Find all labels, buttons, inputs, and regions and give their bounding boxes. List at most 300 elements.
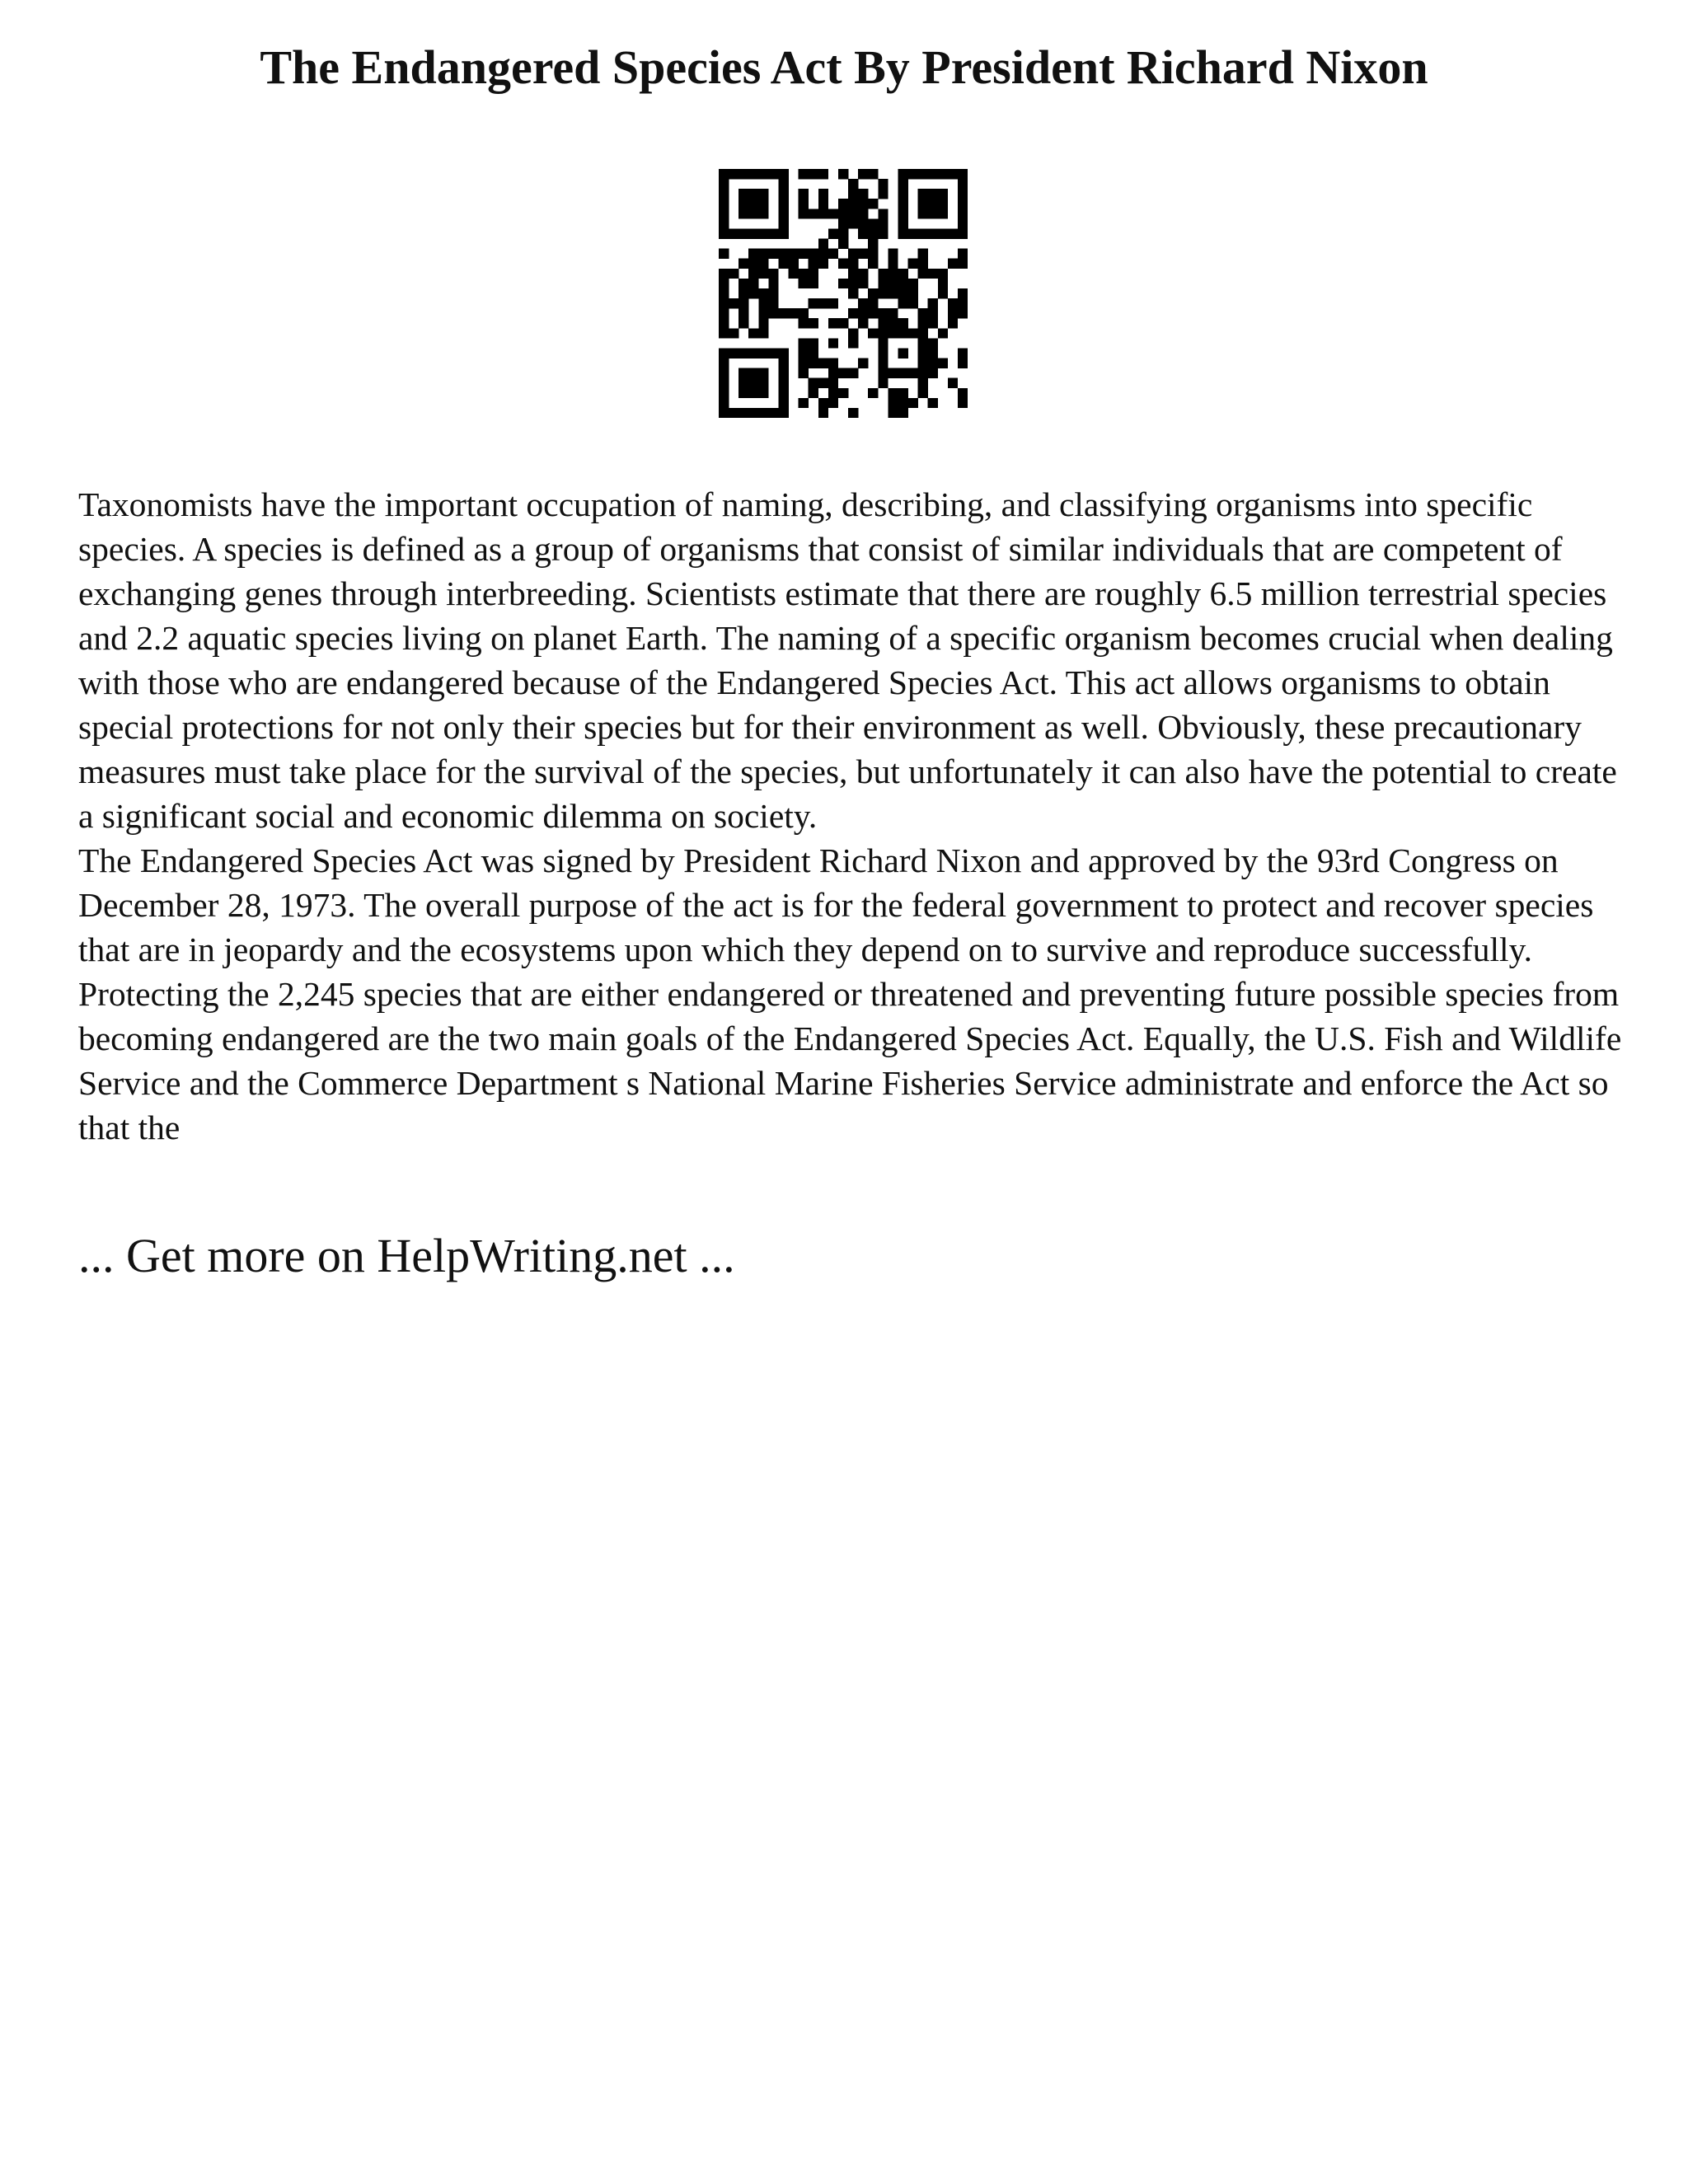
qr-module xyxy=(778,199,788,209)
qr-module xyxy=(719,408,729,418)
qr-module xyxy=(888,259,898,269)
qr-module xyxy=(828,398,838,408)
qr-module xyxy=(828,298,838,308)
qr-module xyxy=(898,298,907,308)
qr-module xyxy=(948,228,958,238)
qr-module xyxy=(789,269,799,279)
qr-module xyxy=(848,218,858,228)
qr-module xyxy=(928,269,938,279)
qr-module xyxy=(918,388,928,398)
qr-module xyxy=(928,308,938,318)
qr-module xyxy=(848,408,858,418)
qr-module xyxy=(738,318,748,328)
article-body xyxy=(78,482,1628,1150)
qr-module xyxy=(758,269,768,279)
qr-module xyxy=(888,269,898,279)
qr-module xyxy=(738,169,748,179)
qr-module xyxy=(738,408,748,418)
qr-module xyxy=(758,328,768,338)
qr-module xyxy=(789,249,799,259)
qr-module xyxy=(918,169,928,179)
qr-module xyxy=(789,308,799,318)
page-title: The Endangered Species Act By President Richard Nixon xyxy=(260,40,1428,94)
qr-module xyxy=(948,378,958,388)
qr-module xyxy=(809,259,818,269)
qr-module xyxy=(838,209,848,218)
qr-module xyxy=(719,318,729,328)
qr-module xyxy=(898,189,907,199)
qr-module xyxy=(898,279,907,288)
qr-module xyxy=(868,199,878,209)
qr-module xyxy=(908,279,918,288)
qr-module xyxy=(938,359,948,368)
qr-module xyxy=(719,169,729,179)
qr-module xyxy=(908,328,918,338)
qr-module xyxy=(938,228,948,238)
qr-module xyxy=(818,209,828,218)
qr-module xyxy=(719,368,729,378)
qr-module xyxy=(898,209,907,218)
qr-module xyxy=(799,398,809,408)
qr-module xyxy=(828,359,838,368)
qr-module xyxy=(758,209,768,218)
qr-module xyxy=(888,279,898,288)
qr-module xyxy=(799,199,809,209)
qr-module xyxy=(858,209,868,218)
qr-module xyxy=(948,298,958,308)
qr-module xyxy=(938,189,948,199)
paragraph-1: Taxonomists have the important occupation of naming, describing, and classifying organisms into specific species. A species is defined as a group of organisms that consist of similar individuals that are competent of exchanging genes through interbreeding. Scientists estimate that there are roughly 6.5 million terrestrial species and 2.2 aquatic species living on planet Earth. The naming of a specific organism becomes crucial when dealing with those who are endangered because of the Endangered Species Act. This act allows organisms to obtain special protections for not only their species but for their environment as well. Obviously, these precautionary measures must take place for the survival of the species, but unfortunately it can also have the potential to create a significant social and economic dilemma on society. xyxy=(78,485,1617,835)
qr-module xyxy=(888,398,898,408)
qr-module xyxy=(809,279,818,288)
qr-module xyxy=(878,348,888,358)
qr-module xyxy=(878,308,888,318)
qr-module xyxy=(928,348,938,358)
qr-module xyxy=(858,228,868,238)
qr-module xyxy=(868,249,878,259)
qr-module xyxy=(719,308,729,318)
qr-module xyxy=(908,228,918,238)
qr-module xyxy=(938,328,948,338)
qr-module xyxy=(848,179,858,189)
qr-module xyxy=(719,189,729,199)
qr-module xyxy=(768,348,778,358)
qr-module xyxy=(768,249,778,259)
qr-module xyxy=(758,259,768,269)
qr-module xyxy=(809,209,818,218)
qr-module xyxy=(758,318,768,328)
qr-module xyxy=(748,348,758,358)
qr-module xyxy=(719,279,729,288)
qr-module xyxy=(958,209,968,218)
qr-module xyxy=(838,388,848,398)
qr-module xyxy=(799,279,809,288)
qr-module xyxy=(778,179,788,189)
qr-module xyxy=(778,308,788,318)
qr-module xyxy=(938,279,948,288)
qr-module xyxy=(719,218,729,228)
qr-module xyxy=(918,249,928,259)
qr-module xyxy=(858,199,868,209)
qr-module xyxy=(758,408,768,418)
qr-module xyxy=(778,388,788,398)
qr-module xyxy=(778,368,788,378)
qr-module xyxy=(768,228,778,238)
qr-module xyxy=(898,328,907,338)
qr-module xyxy=(799,169,809,179)
qr-module xyxy=(858,269,868,279)
qr-module xyxy=(778,359,788,368)
qr-module xyxy=(778,249,788,259)
qr-module xyxy=(878,189,888,199)
qr-module xyxy=(778,209,788,218)
qr-module xyxy=(848,269,858,279)
qr-module xyxy=(878,328,888,338)
qr-module xyxy=(918,228,928,238)
qr-module xyxy=(888,328,898,338)
qr-module xyxy=(738,228,748,238)
qr-module xyxy=(918,209,928,218)
qr-module xyxy=(868,169,878,179)
qr-module xyxy=(818,239,828,249)
qr-module xyxy=(958,228,968,238)
qr-module xyxy=(958,398,968,408)
qr-module xyxy=(858,318,868,328)
qr-module xyxy=(908,288,918,298)
qr-module xyxy=(878,338,888,348)
qr-module xyxy=(758,249,768,259)
qr-module xyxy=(878,279,888,288)
qr-module xyxy=(799,249,809,259)
qr-module xyxy=(768,169,778,179)
qr-module xyxy=(898,348,907,358)
qr-module xyxy=(809,169,818,179)
qr-module xyxy=(748,408,758,418)
qr-module xyxy=(738,388,748,398)
qr-module xyxy=(818,359,828,368)
qr-module xyxy=(908,398,918,408)
qr-module xyxy=(848,259,858,269)
qr-module xyxy=(719,398,729,408)
qr-module xyxy=(888,308,898,318)
qr-module xyxy=(778,169,788,179)
qr-module xyxy=(758,288,768,298)
qr-module xyxy=(838,239,848,249)
qr-module xyxy=(898,368,907,378)
qr-module xyxy=(878,318,888,328)
qr-module xyxy=(778,259,788,269)
qr-module xyxy=(748,288,758,298)
qr-module xyxy=(958,288,968,298)
qr-module xyxy=(918,308,928,318)
qr-module xyxy=(838,279,848,288)
qr-module xyxy=(858,189,868,199)
qr-module xyxy=(768,408,778,418)
qr-module xyxy=(778,398,788,408)
qr-module xyxy=(738,308,748,318)
qr-module xyxy=(938,169,948,179)
qr-module xyxy=(898,318,907,328)
qr-module xyxy=(748,378,758,388)
qr-module xyxy=(719,228,729,238)
qr-module xyxy=(878,378,888,388)
qr-module xyxy=(768,308,778,318)
qr-module xyxy=(828,378,838,388)
qr-module xyxy=(818,169,828,179)
qr-module xyxy=(778,189,788,199)
qr-module xyxy=(878,209,888,218)
qr-module xyxy=(809,378,818,388)
qr-module xyxy=(778,218,788,228)
qr-module xyxy=(938,269,948,279)
qr-module xyxy=(958,218,968,228)
qr-module xyxy=(958,249,968,259)
qr-module xyxy=(858,308,868,318)
qr-module xyxy=(958,179,968,189)
qr-module xyxy=(898,169,907,179)
qr-module xyxy=(748,388,758,398)
qr-module xyxy=(758,169,768,179)
qr-module xyxy=(928,228,938,238)
qr-module xyxy=(758,189,768,199)
qr-module xyxy=(778,228,788,238)
qr-module xyxy=(908,169,918,179)
qr-module xyxy=(958,298,968,308)
qr-module xyxy=(738,298,748,308)
qr-module xyxy=(799,308,809,318)
qr-module xyxy=(898,408,907,418)
qr-module xyxy=(748,259,758,269)
qr-module xyxy=(778,408,788,418)
qr-module xyxy=(729,328,738,338)
qr-module xyxy=(738,259,748,269)
qr-module xyxy=(719,209,729,218)
qr-module xyxy=(828,318,838,328)
qr-module xyxy=(868,239,878,249)
qr-module xyxy=(818,189,828,199)
qr-module xyxy=(828,209,838,218)
qr-module xyxy=(868,228,878,238)
qr-module xyxy=(958,359,968,368)
qr-module xyxy=(928,209,938,218)
qr-module xyxy=(938,288,948,298)
qr-module xyxy=(719,328,729,338)
qr-module xyxy=(799,209,809,218)
qr-module xyxy=(858,169,868,179)
qr-module xyxy=(878,179,888,189)
qr-module xyxy=(868,308,878,318)
qr-module xyxy=(748,189,758,199)
qr-module xyxy=(898,199,907,209)
qr-module xyxy=(799,359,809,368)
qr-module xyxy=(838,228,848,238)
qr-module xyxy=(729,298,738,308)
qr-module xyxy=(928,318,938,328)
qr-module xyxy=(868,298,878,308)
qr-module xyxy=(748,228,758,238)
qr-module xyxy=(838,318,848,328)
qr-module xyxy=(809,298,818,308)
qr-module xyxy=(898,218,907,228)
qr-module xyxy=(768,288,778,298)
qr-module xyxy=(918,318,928,328)
qr-module xyxy=(758,228,768,238)
qr-module xyxy=(878,359,888,368)
qr-module xyxy=(908,298,918,308)
qr-module xyxy=(738,189,748,199)
qr-module xyxy=(838,259,848,269)
qr-module xyxy=(818,398,828,408)
qr-module xyxy=(729,228,738,238)
qr-module xyxy=(809,249,818,259)
qr-module xyxy=(858,279,868,288)
qr-module xyxy=(938,199,948,209)
qr-module xyxy=(729,169,738,179)
qr-module xyxy=(958,169,968,179)
qr-module xyxy=(928,199,938,209)
qr-module xyxy=(809,338,818,348)
qr-module xyxy=(818,259,828,269)
qr-module xyxy=(958,388,968,398)
qr-module xyxy=(868,218,878,228)
qr-module xyxy=(828,388,838,398)
qr-module xyxy=(918,259,928,269)
qr-module xyxy=(799,348,809,358)
qr-module xyxy=(848,288,858,298)
qr-module xyxy=(928,359,938,368)
qr-module xyxy=(868,259,878,269)
qr-module xyxy=(758,298,768,308)
qr-module xyxy=(838,368,848,378)
qr-module xyxy=(848,189,858,199)
qr-module xyxy=(918,348,928,358)
qr-module xyxy=(809,269,818,279)
qr-module xyxy=(898,388,907,398)
qr-module xyxy=(948,308,958,318)
qr-module xyxy=(748,368,758,378)
qr-module xyxy=(738,378,748,388)
qr-module xyxy=(768,298,778,308)
qr-module xyxy=(719,348,729,358)
qr-module xyxy=(748,269,758,279)
qr-module xyxy=(799,338,809,348)
qr-module xyxy=(848,279,858,288)
qr-module xyxy=(898,179,907,189)
qr-module xyxy=(958,308,968,318)
qr-module xyxy=(858,298,868,308)
qr-module xyxy=(778,348,788,358)
qr-module xyxy=(848,308,858,318)
qr-module xyxy=(719,269,729,279)
qr-module xyxy=(758,348,768,358)
qr-module xyxy=(878,228,888,238)
qr-module xyxy=(908,368,918,378)
qr-module xyxy=(888,388,898,398)
qr-module xyxy=(858,218,868,228)
qr-module xyxy=(748,209,758,218)
qr-module xyxy=(948,318,958,328)
qr-module xyxy=(918,338,928,348)
qr-module xyxy=(818,249,828,259)
qr-module xyxy=(928,368,938,378)
qr-module xyxy=(848,338,858,348)
qr-module xyxy=(719,179,729,189)
qr-module xyxy=(888,408,898,418)
qr-module xyxy=(878,218,888,228)
qr-module xyxy=(928,298,938,308)
qr-module xyxy=(828,338,838,348)
qr-code-icon xyxy=(719,169,968,418)
qr-module xyxy=(958,199,968,209)
qr-module xyxy=(838,169,848,179)
qr-module xyxy=(758,388,768,398)
qr-module xyxy=(928,189,938,199)
qr-module xyxy=(799,368,809,378)
get-more-link[interactable]: ... Get more on HelpWriting.net ... xyxy=(78,1229,735,1282)
qr-module xyxy=(809,388,818,398)
qr-module xyxy=(938,209,948,218)
qr-module xyxy=(828,228,838,238)
qr-module xyxy=(748,169,758,179)
qr-module xyxy=(729,269,738,279)
qr-module xyxy=(928,169,938,179)
qr-module xyxy=(799,189,809,199)
qr-module xyxy=(928,398,938,408)
qr-module xyxy=(838,199,848,209)
qr-module xyxy=(918,368,928,378)
qr-module xyxy=(908,259,918,269)
qr-module xyxy=(898,398,907,408)
qr-module xyxy=(738,199,748,209)
qr-module xyxy=(729,348,738,358)
qr-module xyxy=(948,259,958,269)
qr-module xyxy=(809,359,818,368)
qr-module xyxy=(888,288,898,298)
qr-module xyxy=(918,269,928,279)
qr-module xyxy=(748,328,758,338)
qr-module xyxy=(758,199,768,209)
qr-module xyxy=(738,288,748,298)
qr-module xyxy=(748,199,758,209)
qr-module xyxy=(758,308,768,318)
qr-module xyxy=(799,318,809,328)
qr-module xyxy=(818,199,828,209)
qr-module xyxy=(918,199,928,209)
qr-module xyxy=(768,279,778,288)
qr-module xyxy=(768,269,778,279)
qr-module xyxy=(838,218,848,228)
qr-module xyxy=(748,279,758,288)
qr-module xyxy=(719,249,729,259)
qr-module xyxy=(958,189,968,199)
qr-module xyxy=(898,228,907,238)
qr-module xyxy=(809,348,818,358)
qr-module xyxy=(758,378,768,388)
qr-module xyxy=(918,359,928,368)
qr-module xyxy=(858,249,868,259)
qr-module xyxy=(868,388,878,398)
qr-module xyxy=(958,259,968,269)
qr-module xyxy=(848,199,858,209)
qr-module xyxy=(719,288,729,298)
qr-module xyxy=(818,298,828,308)
qr-module xyxy=(818,408,828,418)
qr-module xyxy=(789,259,799,269)
qr-module xyxy=(888,318,898,328)
qr-module xyxy=(719,298,729,308)
qr-module xyxy=(778,378,788,388)
qr-module xyxy=(758,368,768,378)
